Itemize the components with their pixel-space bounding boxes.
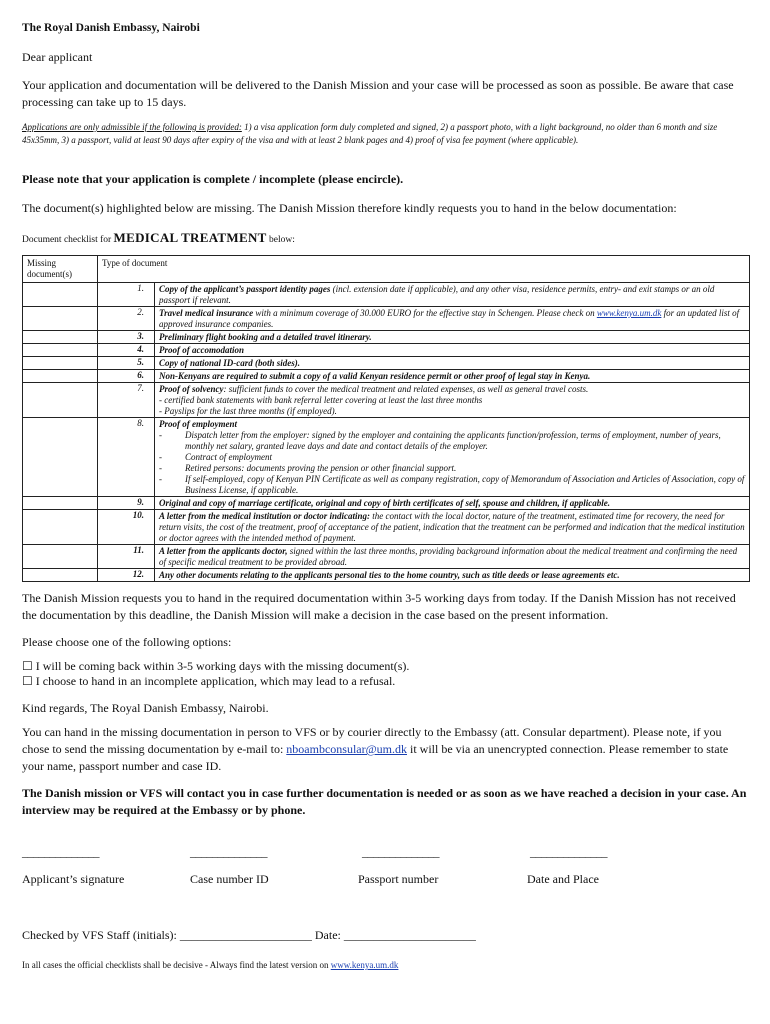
passport-number-label: Passport number	[358, 872, 439, 886]
item-title: Copy of national ID-card (both sides).	[159, 358, 301, 368]
admissibility-lead: Applications are only admissible if the following is provided:	[22, 122, 242, 132]
item-detail: with a minimum coverage of 30.000 EURO for the effective stay in Schengen. Please check on	[253, 308, 597, 318]
item-bullet: - Retired persons: documents proving the pension or other financial support.	[159, 463, 745, 474]
item-title: Proof of solvency	[159, 384, 224, 394]
table-row	[23, 344, 750, 357]
passport-number-line: ______________	[362, 845, 439, 859]
item-text	[155, 357, 750, 370]
table-row	[23, 510, 750, 545]
item-title: Travel medical insurance	[159, 308, 254, 318]
missing-checkbox-cell[interactable]	[23, 497, 98, 510]
date-place-label: Date and Place	[527, 872, 599, 886]
checklist-title	[22, 230, 295, 246]
admissibility-paragraph	[22, 121, 742, 147]
table-row	[23, 283, 750, 307]
email-link[interactable]: nboambconsular@um.dk	[286, 742, 407, 756]
item-number: 2.	[98, 307, 155, 331]
table-row	[23, 383, 750, 418]
item-number: 4.	[98, 344, 155, 357]
item-sub-line: - certified bank statements with bank referral letter covering at least the last three months	[159, 395, 483, 405]
document-checklist-table	[22, 255, 750, 582]
item-title: A letter from the medical institution or doctor indicating:	[159, 511, 371, 521]
regards: Kind regards, The Royal Danish Embassy, Nairobi.	[22, 701, 269, 715]
footer-text: In all cases the official checklists shall be decisive - Always find the latest version on	[22, 960, 331, 970]
table-row	[23, 357, 750, 370]
item-sub-line: - Payslips for the last three months (if employed).	[159, 406, 337, 416]
item-number: 1.	[98, 283, 155, 307]
case-number-label: Case number ID	[190, 872, 269, 886]
item-title: Proof of employment	[159, 419, 237, 429]
hand-in-paragraph	[22, 724, 748, 775]
date-place-line: ______________	[530, 845, 607, 859]
item-text	[155, 344, 750, 357]
missing-checkbox-cell[interactable]	[23, 545, 98, 569]
item-number: 11.	[98, 545, 155, 569]
footer-note	[22, 960, 398, 970]
item-text	[155, 283, 750, 307]
item-title: Original and copy of marriage certificate, original and copy of birth certificates of self, spouse and children, if applicable.	[159, 498, 610, 508]
insurance-link[interactable]: www.kenya.um.dk	[596, 308, 662, 318]
item-detail: signed within the last three months, providing background information about the medical treatment and confirming the need of specific medical treatment to be provided abroad.	[159, 546, 738, 567]
item-title: A letter from the applicants doctor,	[159, 546, 288, 556]
item-text	[155, 331, 750, 344]
signature-line: ______________	[22, 845, 99, 859]
item-title: Any other documents relating to the applicants personal ties to the home country, such as title deeds or lease agreements etc.	[159, 570, 620, 580]
item-number: 8.	[98, 418, 155, 497]
table-row	[23, 307, 750, 331]
vfs-checked-line: Checked by VFS Staff (initials): ______________________ Date: ______________________	[22, 928, 476, 942]
item-number: 9.	[98, 497, 155, 510]
item-number: 7.	[98, 383, 155, 418]
item-text	[155, 497, 750, 510]
missing-checkbox-cell[interactable]	[23, 370, 98, 383]
item-title: Copy of the applicant’s passport identity pages	[159, 284, 331, 294]
table-row	[23, 418, 750, 497]
item-text	[155, 383, 750, 418]
option-come-back-checkbox[interactable]: ☐ I will be coming back within 3-5 working days with the missing document(s).	[22, 659, 410, 673]
item-text	[155, 569, 750, 582]
table-row	[23, 569, 750, 582]
item-detail: (incl. extension date if applicable), and any other visa, residence permits, entry- and exit stamps or an old passport if relevant.	[159, 284, 715, 305]
col-missing: Missing document(s)	[23, 256, 98, 283]
table-row	[23, 545, 750, 569]
item-detail: the contact with the local doctor, nature of the treatment, estimated time for recovery, the need for return visits, the cost of the treatment, proof of acceptance of the patient, indication that the treatment can be performed and indication that the medical institution or doctor agrees with the intended method of payment.	[159, 511, 745, 543]
item-number: 5.	[98, 357, 155, 370]
choose-prompt: Please choose one of the following options:	[22, 635, 232, 649]
item-title: Non-Kenyans are required to submit a copy of a valid Kenyan residence permit or other proof of legal stay in Kenya.	[159, 371, 591, 381]
item-number: 12.	[98, 569, 155, 582]
item-number: 3.	[98, 331, 155, 344]
missing-note: The document(s) highlighted below are missing. The Danish Mission therefore kindly requests you to hand in the below documentation:	[22, 201, 677, 215]
item-number: 6.	[98, 370, 155, 383]
table-row	[23, 370, 750, 383]
item-bullet: - Contract of employment	[159, 452, 745, 463]
checklist-type: MEDICAL TREATMENT	[113, 230, 267, 245]
option-incomplete-checkbox[interactable]: ☐ I choose to hand in an incomplete application, which may lead to a refusal.	[22, 674, 396, 688]
missing-checkbox-cell[interactable]	[23, 357, 98, 370]
item-text	[155, 545, 750, 569]
handin-text-a: You can hand in the missing documentation in person to VFS or by courier directly to the Embassy (att. Consular department). Please note, if you chose to send the missing documentation by e-mail to:	[22, 725, 722, 756]
item-text	[155, 370, 750, 383]
handin-text-b: it will be via an unencrypted connection. Please remember to state your name, passport number and case ID.	[22, 742, 729, 773]
case-number-line: ______________	[190, 845, 267, 859]
item-detail-after: for an updated list of approved insurance companies.	[159, 308, 740, 329]
missing-checkbox-cell[interactable]	[23, 383, 98, 418]
admissibility-text: 1) a visa application form duly completed and signed, 2) a passport photo, with a light background, no older than 6 month and size 45x35mm, 3) a passport, valid at least 90 days after expiry of the visa and with at least 2 blank pages and 4) proof of visa fee payment (where applicable).	[22, 122, 718, 145]
item-title: Proof of accomodation	[159, 345, 244, 355]
item-bullet: - If self-employed, copy of Kenyan PIN Certificate as well as company registration, copy of Memorandum of Association and Articles of Association, copy of Business License, if applicable.	[159, 474, 745, 496]
item-bullet: - Dispatch letter from the employer: signed by the employer and containing the applicants function/profession, terms of employment, number of years, monthly net salary, granted leave days and date and contact details of the employer.	[159, 430, 745, 452]
checklist-suffix: below:	[266, 235, 295, 245]
greeting: Dear applicant	[22, 50, 93, 64]
missing-checkbox-cell[interactable]	[23, 510, 98, 545]
item-number: 10.	[98, 510, 155, 545]
applicant-signature-label: Applicant’s signature	[22, 872, 125, 886]
table-row	[23, 497, 750, 510]
item-text	[155, 307, 750, 331]
kenya-um-link[interactable]: www.kenya.um.dk	[330, 960, 399, 970]
table-row	[23, 331, 750, 344]
item-detail: : sufficient funds to cover the medical treatment and related expenses, as well as general travel costs.	[223, 384, 589, 394]
item-title: Preliminary flight booking and a detailed travel itinerary.	[159, 332, 372, 342]
missing-checkbox-cell[interactable]	[23, 283, 98, 307]
col-type: Type of document	[98, 256, 750, 283]
complete-note: Please note that your application is complete / incomplete (please encircle).	[22, 172, 404, 186]
item-text	[155, 510, 750, 545]
missing-checkbox-cell[interactable]	[23, 307, 98, 331]
table-header-row	[23, 256, 750, 283]
missing-checkbox-cell[interactable]	[23, 569, 98, 582]
missing-checkbox-cell[interactable]	[23, 331, 98, 344]
deadline-paragraph: The Danish Mission requests you to hand in the required documentation within 3-5 working days from today. If the Danish Mission has not received the documentation by this deadline, the Danish Mission will make a decision in the case based on the present information.	[22, 591, 736, 622]
missing-checkbox-cell[interactable]	[23, 418, 98, 497]
missing-checkbox-cell[interactable]	[23, 344, 98, 357]
item-text	[155, 418, 750, 497]
checklist-prefix: Document checklist for	[22, 235, 114, 245]
intro-paragraph: Your application and documentation will be delivered to the Danish Mission and your case will be processed as soon as possible. Be aware that case processing can take up to 15 days.	[22, 78, 734, 109]
embassy-heading: The Royal Danish Embassy, Nairobi	[22, 22, 200, 34]
contact-paragraph: The Danish mission or VFS will contact you in case further documentation is needed or as soon as we have reached a decision in your case. An interview may be required at the Embassy or by phone.	[22, 786, 747, 817]
